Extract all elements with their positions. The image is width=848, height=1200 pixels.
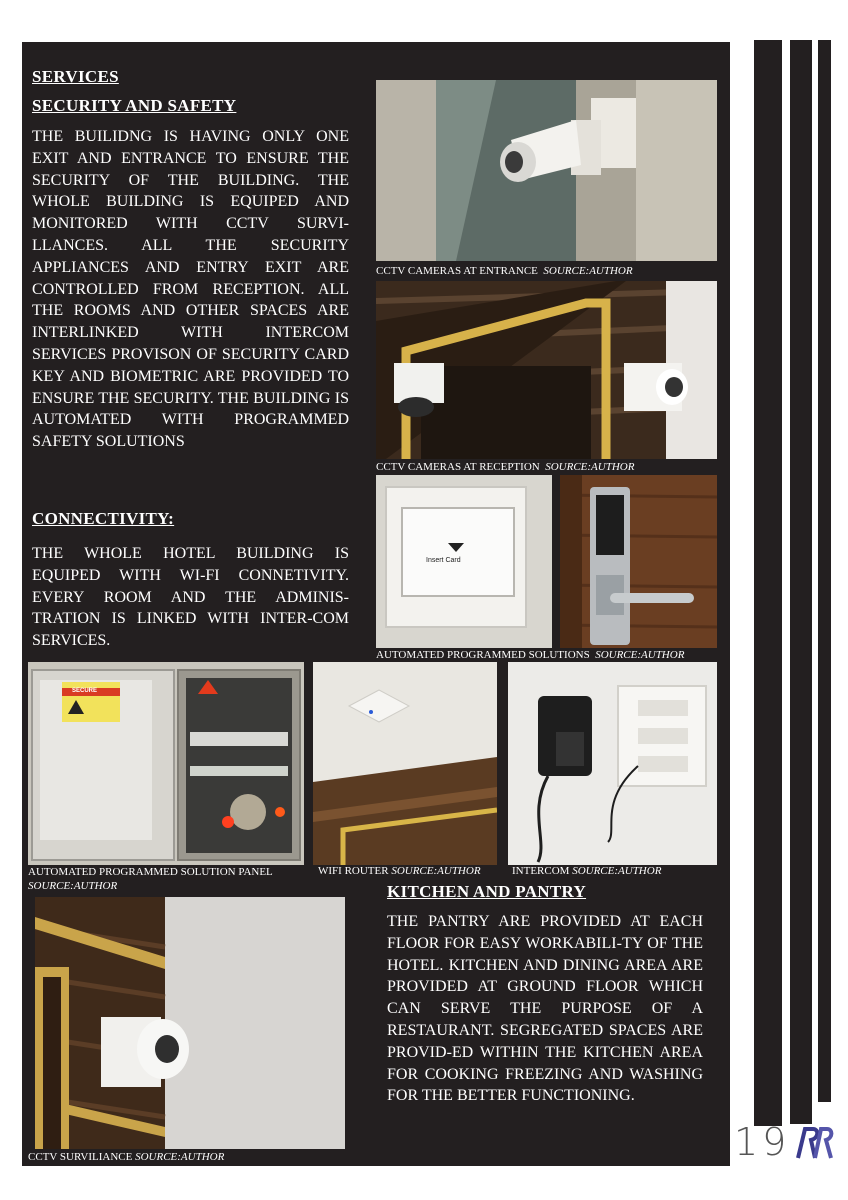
- connectivity-body: THE WHOLE HOTEL BUILDING IS EQUIPED WITH WI-FI CONNETIVITY. EVERY ROOM AND THE ADMINIS-TRATION IS LINKED WITH INTER-COM SERVICES.: [32, 545, 349, 650]
- caption-entrance-source: SOURCE:AUTHOR: [543, 265, 633, 277]
- caption-intercom: [512, 865, 661, 877]
- caption-surveillance-label: CCTV SURVILIANCE: [28, 1151, 133, 1163]
- services-heading: SERVICES: [32, 67, 119, 86]
- photo-solution-panel: [28, 662, 304, 865]
- decor-bar-1: [754, 40, 782, 1126]
- kitchen-heading: KITCHEN AND PANTRY: [387, 882, 587, 901]
- photo-wifi-router: [313, 662, 497, 865]
- logo: [795, 1125, 835, 1161]
- photo-intercom: [508, 662, 717, 865]
- decor-bar-2: [790, 40, 812, 1124]
- photo-cctv-surveillance: [35, 897, 345, 1149]
- security-heading: SECURITY AND SAFETY: [32, 96, 237, 115]
- photo-cctv-reception: [376, 281, 717, 459]
- caption-intercom-source: SOURCE:AUTHOR: [572, 865, 662, 877]
- caption-reception: [376, 461, 634, 473]
- caption-entrance-label: CCTV CAMERAS AT ENTRANCE: [376, 265, 538, 277]
- security-body: THE BUILIDNG IS HAVING ONLY ONE EXIT AND ENTRANCE TO ENSURE THE SECURITY OF THE BUILDING. THE WHOLE BUILDING IS EQUIPED AND MONITORED WITH CCTV SURVI-LLANCES. ALL THE SECURITY APPLIANCES AND ENTRY EXIT ARE CONTROLLED FROM RECEPTION. ALL THE ROOMS AND OTHER SPACES ARE INTERLINKED WITH INTERCOM SERVICES PROVISON OF SECURITY CARD KEY AND BIOMETRIC ARE PROVIDED TO ENSURE THE SECURITY. THE BUILDING IS AUTOMATED WITH PROGRAMMED SAFETY SOLUTIONS: [32, 128, 349, 451]
- caption-automated-source: SOURCE:AUTHOR: [595, 649, 685, 661]
- decor-bar-3: [818, 40, 831, 1102]
- page-number: 19: [734, 1120, 791, 1164]
- caption-reception-label: CCTV CAMERAS AT RECEPTION: [376, 461, 540, 473]
- caption-panel-source: SOURCE:AUTHOR: [28, 880, 118, 892]
- caption-panel-label: AUTOMATED PROGRAMMED SOLUTION PANEL: [28, 866, 273, 878]
- caption-wifi: [318, 865, 481, 877]
- kitchen-body: THE PANTRY ARE PROVIDED AT EACH FLOOR FOR EASY WORKABILI-TY OF THE HOTEL. KITCHEN AND DINING AREA ARE PROVIDED AT GROUND FLOOR WHICH CAN SERVE THE PURPOSE OF A RESTAURANT. SEGREGATED SPACES ARE PROVID-ED WITHIN THE KITCHEN AREA FOR COOKING FREEZING AND WASHING FOR THE BETTER FUNCTIONING.: [387, 913, 703, 1105]
- caption-reception-source: SOURCE:AUTHOR: [545, 461, 635, 473]
- photo-cctv-entrance: [376, 80, 717, 261]
- insert-card-label: Insert Card: [426, 557, 461, 564]
- photo-card-switch: [376, 475, 552, 648]
- caption-entrance: [376, 265, 633, 277]
- caption-surveillance-source: SOURCE:AUTHOR: [135, 1151, 225, 1163]
- caption-wifi-label: WIFI ROUTER: [318, 865, 389, 877]
- caption-wifi-source: SOURCE:AUTHOR: [391, 865, 481, 877]
- caption-automated: [376, 649, 684, 661]
- connectivity-heading: CONNECTIVITY:: [32, 509, 175, 528]
- photo-door-lock: [560, 475, 717, 648]
- caption-panel: [28, 865, 273, 893]
- caption-intercom-label: INTERCOM: [512, 865, 570, 877]
- caption-surveillance: [28, 1151, 224, 1163]
- secure-sign-text: SECURE: [72, 688, 98, 694]
- caption-automated-label: AUTOMATED PROGRAMMED SOLUTIONS: [376, 649, 590, 661]
- logo-mark: [795, 1125, 835, 1161]
